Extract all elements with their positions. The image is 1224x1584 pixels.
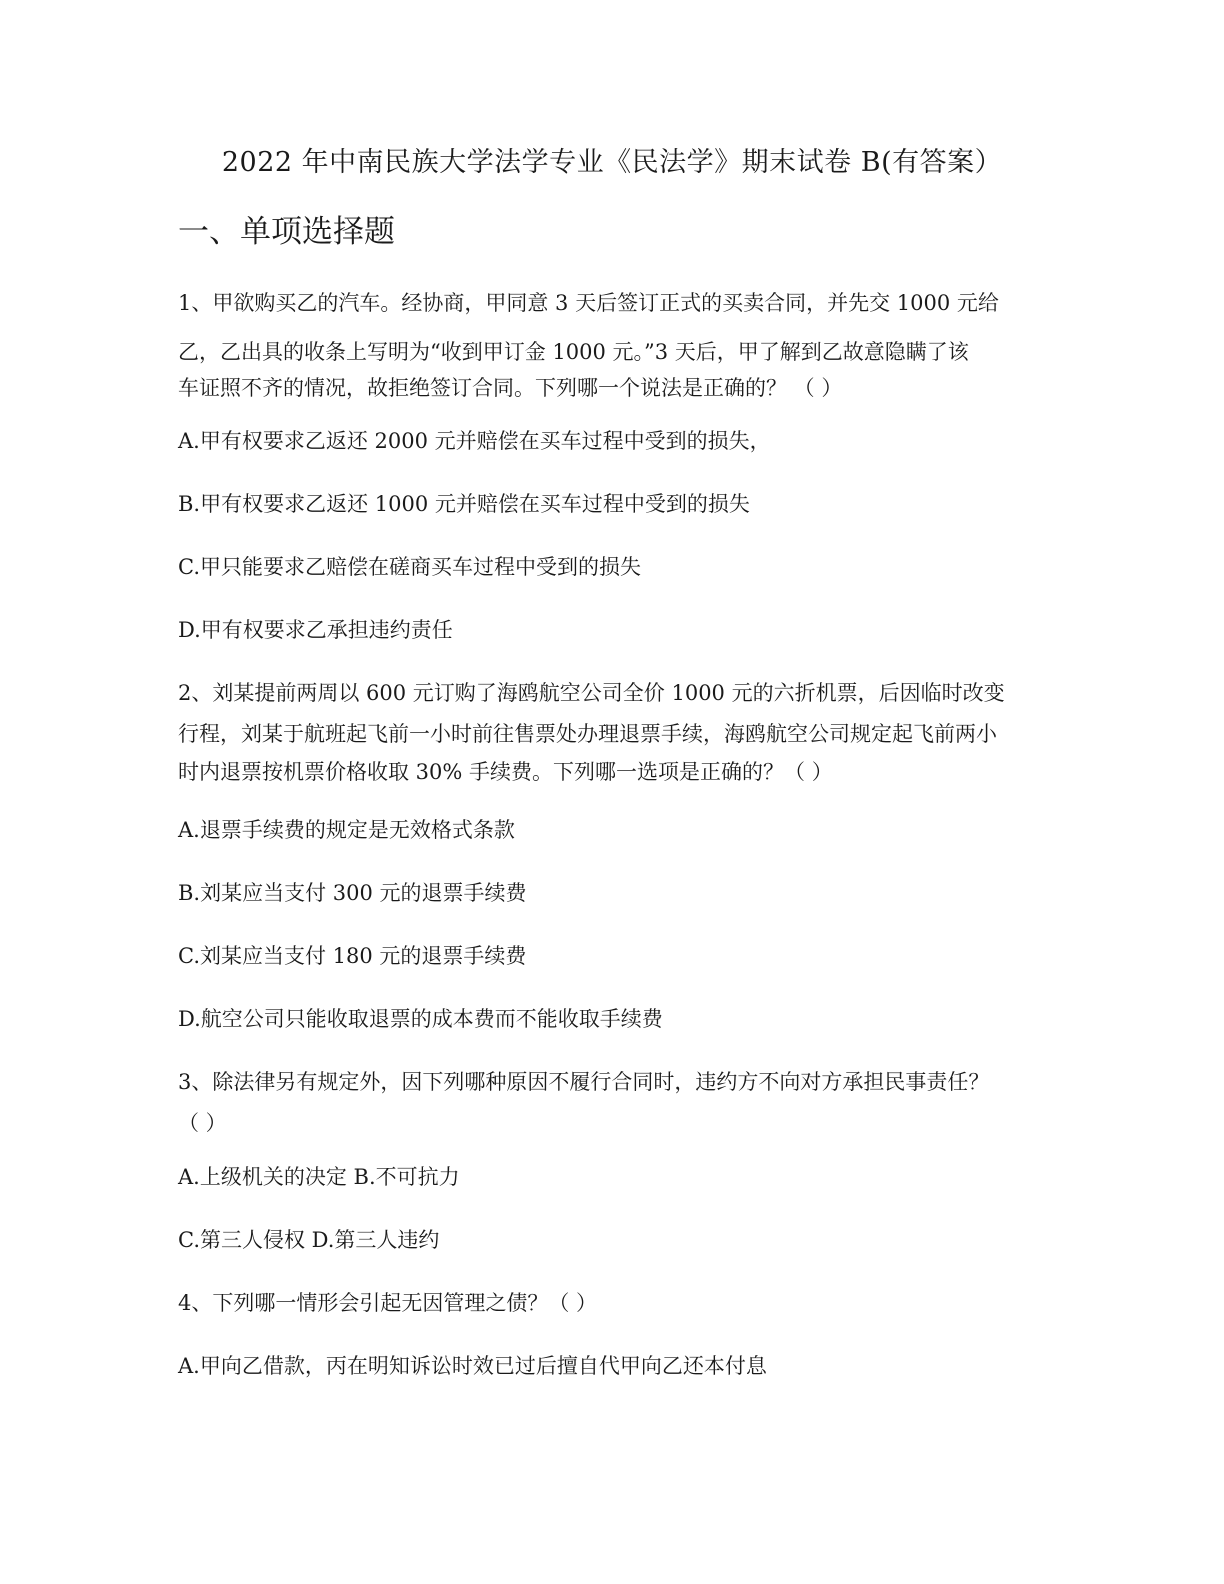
answer-option: D.航空公司只能收取退票的成本费而不能收取手续费 — [178, 1007, 663, 1031]
question-text-line: 1、甲欲购买乙的汽车。经协商，甲同意 3 天后签订正式的买卖合同，并先交 1000 元给 — [178, 291, 999, 315]
answer-option: A.甲向乙借款，丙在明知诉讼时效已过后擅自代甲向乙还本付息 — [178, 1354, 767, 1378]
question-text-line: 时内退票按机票价格收取 30% 手续费。下列哪一选项是正确的？（ ） — [178, 760, 833, 784]
question-text-line: （ ） — [178, 1111, 227, 1135]
answer-option: A.退票手续费的规定是无效格式条款 — [178, 818, 515, 842]
question-text-line: 乙，乙出具的收条上写明为“收到甲订金 1000 元。”3 天后，甲了解到乙故意隐瞒了该 — [178, 340, 969, 364]
answer-option: C.刘某应当支付 180 元的退票手续费 — [178, 944, 527, 968]
answer-option: B.刘某应当支付 300 元的退票手续费 — [178, 881, 527, 905]
answer-option: C.第三人侵权 D.第三人违约 — [178, 1228, 440, 1252]
section-heading: 一、单项选择题 — [178, 214, 395, 250]
answer-option: A.甲有权要求乙返还 2000 元并赔偿在买车过程中受到的损失， — [178, 429, 771, 453]
document-title: 2022 年中南民族大学法学专业《民法学》期末试卷 B(有答案） — [221, 147, 1003, 178]
answer-option: D.甲有权要求乙承担违约责任 — [178, 618, 453, 642]
answer-option: B.甲有权要求乙返还 1000 元并赔偿在买车过程中受到的损失 — [178, 492, 750, 516]
question-text-line: 2、刘某提前两周以 600 元订购了海鸥航空公司全价 1000 元的六折机票，后因临时改变 — [178, 681, 1005, 705]
question-text-line: 4、下列哪一情形会引起无因管理之债？（ ） — [178, 1291, 598, 1315]
answer-option: A.上级机关的决定 B.不可抗力 — [178, 1165, 460, 1189]
question-text-line: 行程，刘某于航班起飞前一小时前往售票处办理退票手续，海鸥航空公司规定起飞前两小 — [178, 722, 997, 746]
question-text-line: 3、除法律另有规定外，因下列哪种原因不履行合同时，违约方不向对方承担民事责任？ — [178, 1070, 990, 1094]
answer-option: C.甲只能要求乙赔偿在磋商买车过程中受到的损失 — [178, 555, 641, 579]
question-text-line: 车证照不齐的情况，故拒绝签订合同。下列哪一个说法是正确的？ （ ） — [178, 376, 843, 400]
